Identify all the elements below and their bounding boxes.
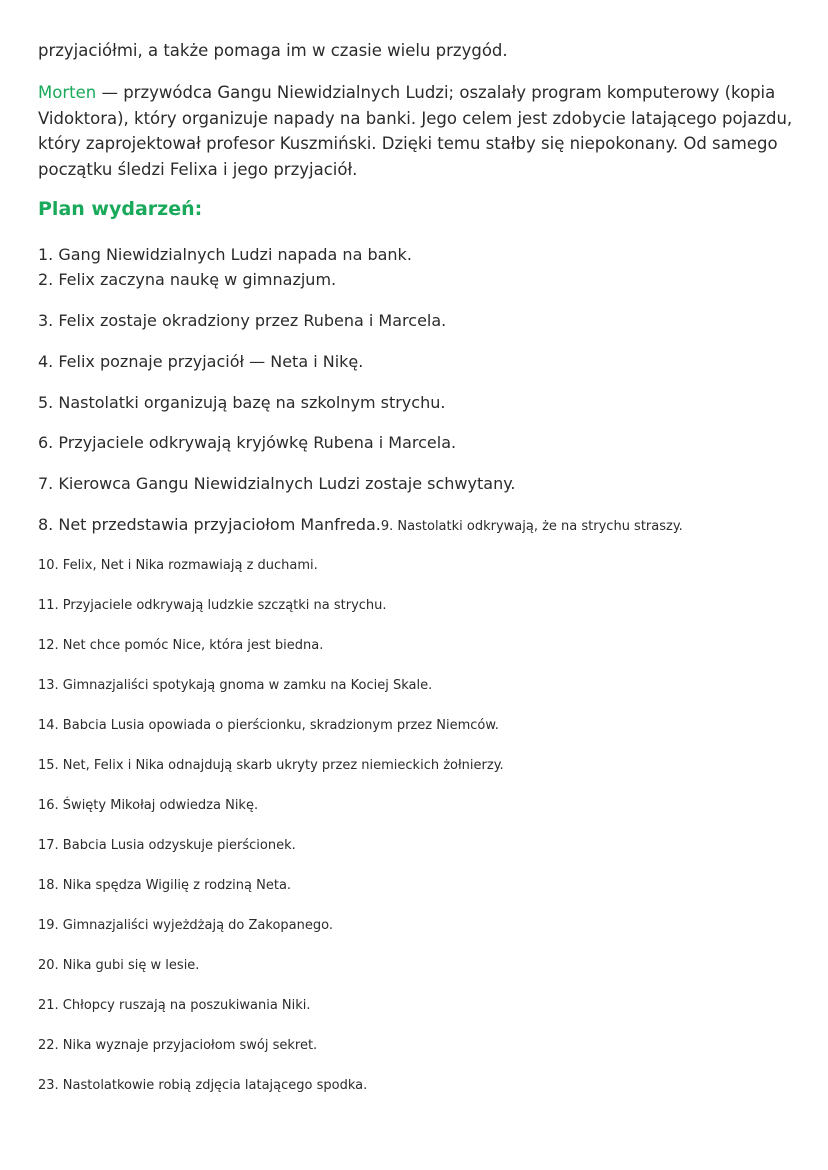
event-item: 19. Gimnazjaliści wyjeżdżają do Zakopanego. — [38, 918, 333, 933]
event-item: 7. Kierowca Gangu Niewidzialnych Ludzi zostaje schwytany. — [38, 474, 516, 493]
event-item: 20. Nika gubi się w lesie. — [38, 958, 200, 973]
event-item: 2. Felix zaczyna naukę w gimnazjum. — [38, 270, 337, 289]
event-item: 18. Nika spędza Wigilię z rodziną Neta. — [38, 878, 292, 893]
character-text-morten: — przywódca Gangu Niewidzialnych Ludzi; oszalały program komputerowy (kopia Vidoktora), który organizuje napady na banki. Jego celem jest zdobycie latającego pojazdu, który zaprojektował profesor Kuszmiński. Dzięki temu stałby się niepokonany. Od samego początku śledzi Felixa i jego przyjaciół. — [38, 83, 793, 179]
event-item: 12. Net chce pomóc Nice, która jest biedna. — [38, 638, 324, 653]
event-item: 14. Babcia Lusia opowiada o pierścionku, skradzionym przez Niemców. — [38, 718, 499, 733]
event-item: 23. Nastolatkowie robią zdjęcia latającego spodka. — [38, 1078, 368, 1093]
event-item: 4. Felix poznaje przyjaciół — Neta i Nikę. — [38, 352, 364, 371]
event-item: 11. Przyjaciele odkrywają ludzkie szczątki na strychu. — [38, 598, 387, 613]
intro-paragraph: przyjaciółmi, a także pomaga im w czasie wielu przygód. — [38, 41, 508, 60]
event-item: 5. Nastolatki organizują bazę na szkolnym strychu. — [38, 393, 446, 412]
plan-heading: Plan wydarzeń: — [38, 198, 203, 220]
character-name-morten: Morten — [38, 83, 97, 102]
event-item: 15. Net, Felix i Nika odnajdują skarb ukryty przez niemieckich żołnierzy. — [38, 758, 504, 773]
event-item: 21. Chłopcy ruszają na poszukiwania Niki. — [38, 998, 311, 1013]
event-item: 13. Gimnazjaliści spotykają gnoma w zamku na Kociej Skale. — [38, 678, 433, 693]
event-item: 17. Babcia Lusia odzyskuje pierścionek. — [38, 838, 296, 853]
event-item: 9. Nastolatki odkrywają, że na strychu straszy. — [380, 519, 683, 534]
event-item: 8. Net przedstawia przyjaciołom Manfreda. — [38, 515, 381, 534]
event-line-combined — [38, 515, 683, 534]
event-item: 6. Przyjaciele odkrywają kryjówkę Rubena i Marcela. — [38, 433, 457, 452]
event-item: 1. Gang Niewidzialnych Ludzi napada na bank. — [38, 245, 412, 264]
event-item: 3. Felix zostaje okradziony przez Rubena i Marcela. — [38, 311, 447, 330]
character-description-morten — [38, 80, 798, 182]
event-item: 22. Nika wyznaje przyjaciołom swój sekret. — [38, 1038, 318, 1053]
event-item: 10. Felix, Net i Nika rozmawiają z duchami. — [38, 558, 318, 573]
event-item: 16. Święty Mikołaj odwiedza Nikę. — [38, 798, 259, 813]
